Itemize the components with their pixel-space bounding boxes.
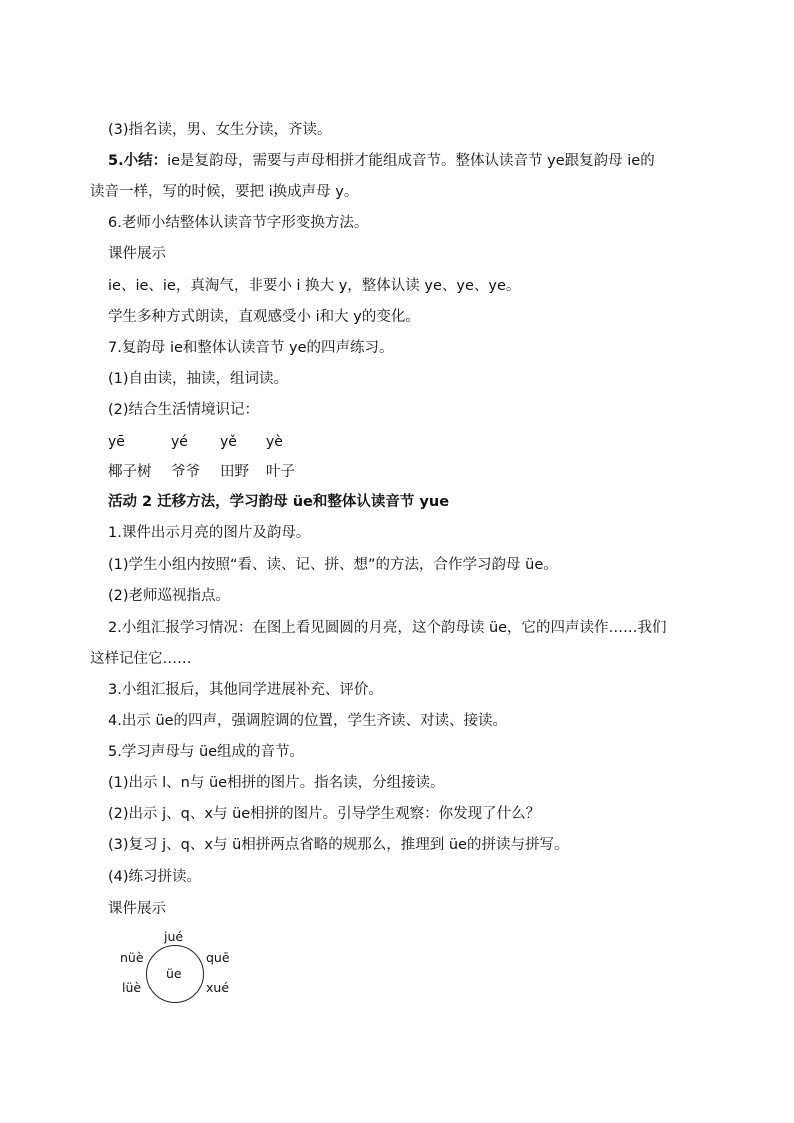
text-line: (4)练习拼读。	[108, 869, 202, 885]
syllable-top: jué	[164, 929, 184, 944]
tone-word: 田野	[220, 464, 249, 480]
text-line: (2)结合生活情境识记：	[108, 402, 260, 418]
tone-word: 椰子树	[108, 464, 152, 480]
tone-pinyin: yé	[171, 434, 188, 450]
text-line: 6.老师小结整体认读音节字形变换方法。	[108, 215, 369, 231]
syllable-bottom-left: lüè	[122, 980, 142, 995]
text-line: (2)出示 j、q、x与 üe相拼的图片。引导学生观察：你发现了什么？	[108, 806, 541, 822]
circle-center-label: üe	[166, 966, 182, 981]
tone-word: 爷爷	[171, 464, 200, 480]
text-line: (1)出示 l、n与 üe相拼的图片。指名读，分组接读。	[108, 775, 445, 791]
section-heading: 课件展示	[108, 901, 166, 917]
text-line: (2)老师巡视指点。	[108, 588, 231, 604]
syllable-top-left: nüè	[120, 950, 144, 965]
text-line: 7.复韵母 ie和整体认读音节 ye的四声练习。	[108, 340, 394, 356]
text-line: (1)自由读，抽读，组词读。	[108, 371, 289, 387]
text-line: 这样记住它……	[90, 651, 192, 667]
text-line: 5.学习声母与 üe组成的音节。	[108, 744, 305, 760]
tone-pinyin: yě	[220, 434, 237, 450]
text-line: 3.小组汇报后，其他同学进展补充、评价。	[108, 682, 383, 698]
syllable-bottom-right: xué	[206, 980, 230, 995]
activity-heading: 活动 2 迁移方法，学习韵母 üe和整体认读音节 yue	[108, 494, 450, 510]
text-line: 2.小组汇报学习情况：在图上看见圆圆的月亮，这个韵母读 üe，它的四声读作……我们	[108, 620, 667, 636]
tone-word: 叶子	[266, 464, 295, 480]
text-line: 学生多种方式朗读，直观感受小 i和大 y的变化。	[108, 309, 420, 325]
text-line: (1)学生小组内按照“看、读、记、拼、想”的方法，合作学习韵母 üe。	[108, 557, 558, 573]
section-heading: 课件展示	[108, 246, 166, 262]
text-line	[108, 151, 655, 171]
text-line: (3)指名读，男、女生分读，齐读。	[108, 122, 332, 138]
summary-text: ie是复韵母，需要与声母相拼才能组成音节。整体认读音节 ye跟复韵母 ie的	[167, 153, 655, 169]
text-line: 1.课件出示月亮的图片及韵母。	[108, 525, 311, 541]
tone-pinyin: yē	[108, 434, 125, 450]
text-line: 读音一样，写的时候，要把 i换成声母 y。	[90, 184, 359, 200]
syllable-top-right: quē	[206, 950, 230, 965]
text-line: 4.出示 üe的四声，强调腔调的位置，学生齐读、对读、接读。	[108, 713, 508, 729]
tone-pinyin: yè	[266, 434, 283, 450]
summary-label: 5.小结：	[108, 153, 168, 169]
rhyme-text: ie、ie、ie，真淘气，非要小 i 换大 y，整体认读 ye、ye、ye。	[108, 278, 521, 294]
text-line: (3)复习 j、q、x与 ü相拼两点省略的规那么，推理到 üe的拼读与拼写。	[108, 837, 569, 853]
